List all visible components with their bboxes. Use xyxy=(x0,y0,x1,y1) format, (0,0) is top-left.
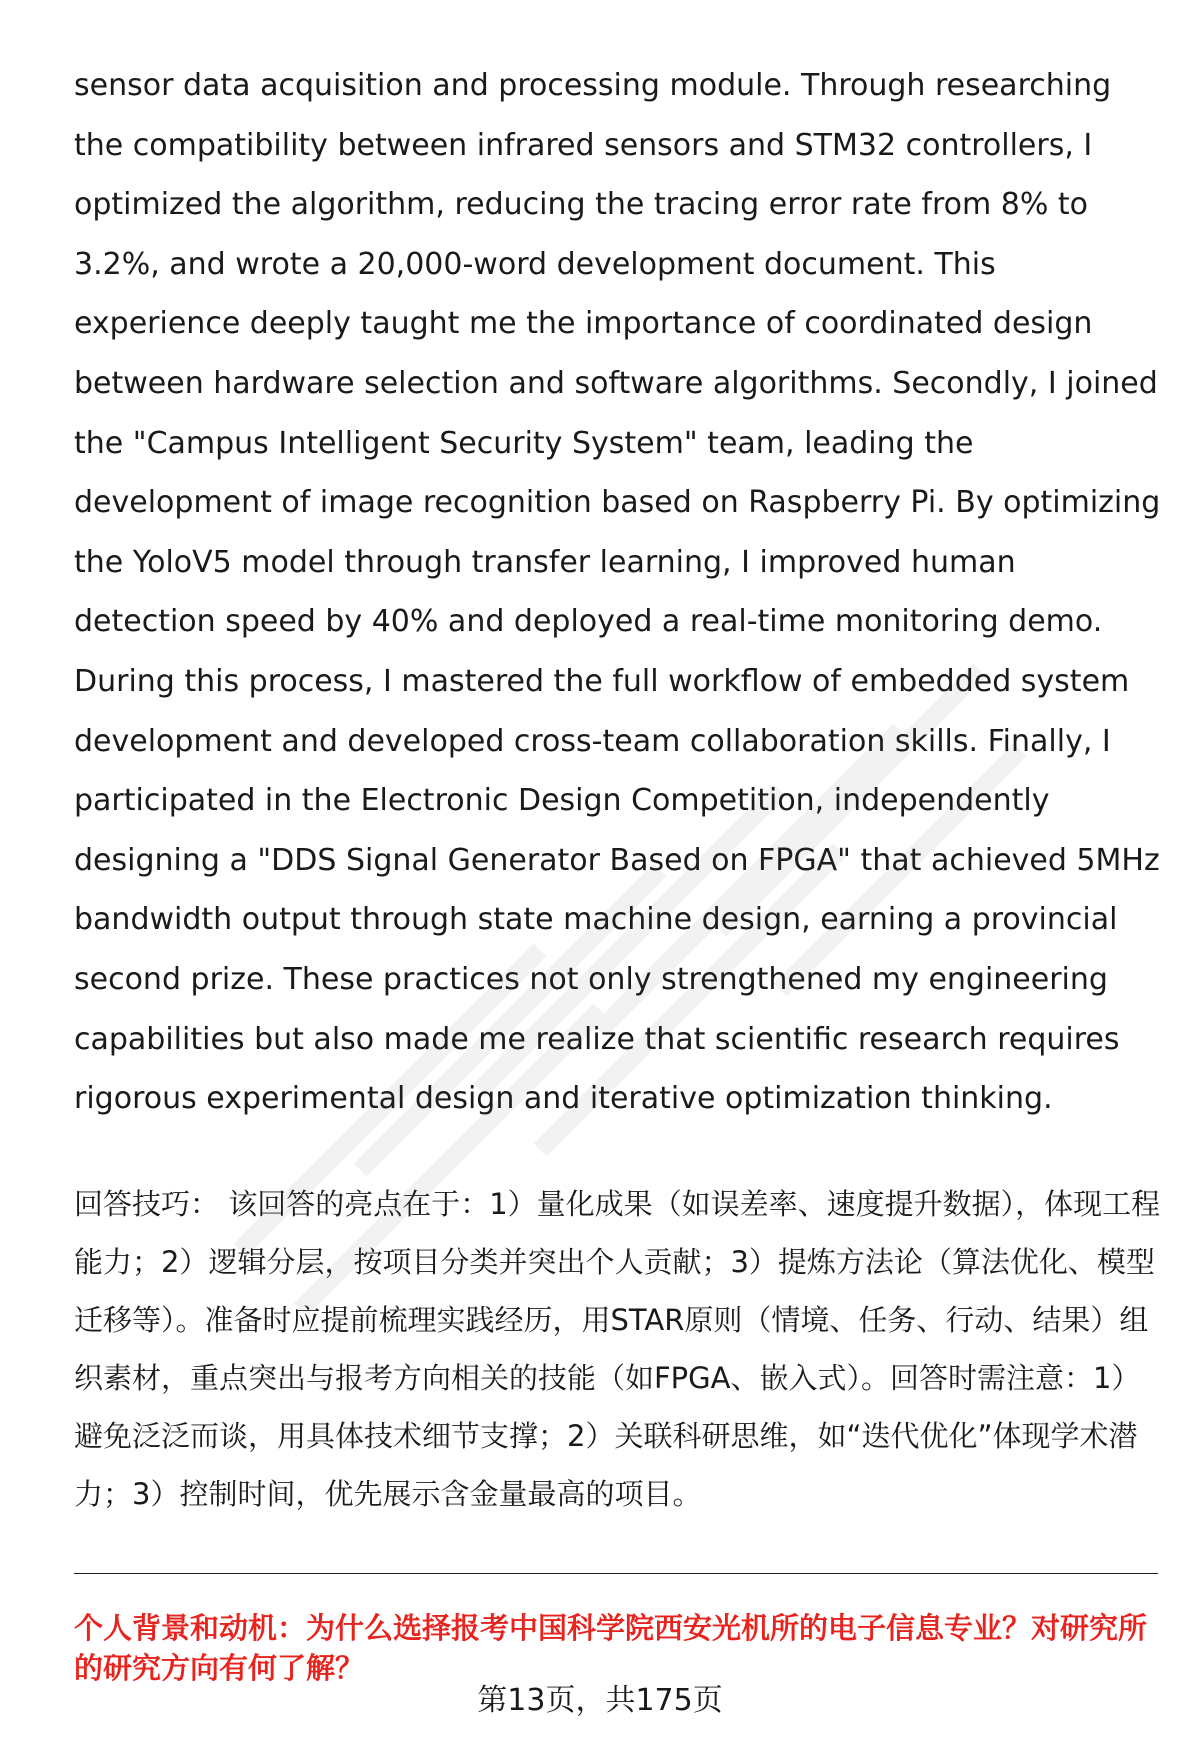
next-question-heading: 个人背景和动机：为什么选择报考中国科学院西安光机所的电子信息专业？对研究所的研究方向有何了解？ xyxy=(74,1610,1148,1685)
page-number-footer: 第13页，共175页 xyxy=(477,1683,723,1718)
section-divider xyxy=(74,1573,1158,1574)
answer-paragraph: sensor data acquisition and processing module. Through researching the compatibility between infrared sensors and STM32 controllers, I optimized the algorithm, reducing the tracing error rate from 8% to 3.2%, and wrote a 20,000-word development document. This experience deeply taught me the importance of coordinated design between hardware selection and software algorithms. Secondly, I joined the "Campus Intelligent Security System" team, leading the development of image recognition based on Raspberry Pi. By optimizing the YoloV5 model through transfer learning, I improved human detection speed by 40% and deployed a real-time monitoring demo. During this process, I mastered the full workflow of embedded system development and developed cross-team collaboration skills. Finally, I participated in the Electronic Design Competition, independently designing a "DDS Signal Generator Based on FPGA" that achieved 5MHz bandwidth output through state machine design, earning a provincial second prize. These practices not only strengthened my engineering capabilities but also made me realize that scientific research requires rigorous experimental design and iterative optimization thinking. xyxy=(74,68,1161,1117)
answer-tips-paragraph: 回答技巧： 该回答的亮点在于：1）量化成果（如误差率、速度提升数据），体现工程能力；2）逻辑分层，按项目分类并突出个人贡献；3）提炼方法论（算法优化、模型迁移等）。准备时应提前梳理实践经历，用STAR原则（情境、任务、行动、结果）组织素材，重点突出与报考方向相关的技能（如FPGA、嵌入式）。回答时需注意：1）避免泛泛而谈，用具体技术细节支撑；2）关联科研思维，如“迭代优化”体现学术潜力；3）控制时间，优先展示含金量最高的项目。 xyxy=(74,1186,1161,1511)
page-content xyxy=(74,56,1164,1688)
